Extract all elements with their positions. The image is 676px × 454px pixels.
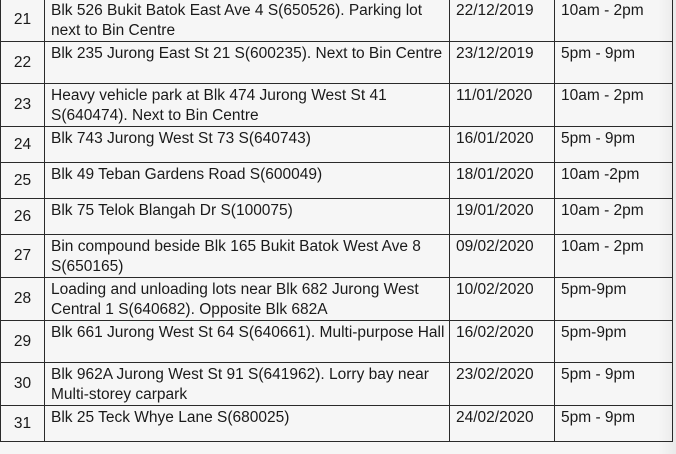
time-cell: 10am - 2pm [555, 199, 673, 235]
time-cell: 10am -2pm [555, 163, 673, 199]
location-cell: Blk 526 Bukit Batok East Ave 4 S(650526). Parking lot next to Bin Centre [45, 0, 450, 42]
date-cell: 16/02/2020 [450, 321, 555, 363]
table-row [1, 363, 673, 406]
table-row [1, 127, 673, 163]
date-cell: 23/12/2019 [450, 42, 555, 84]
row-number: 29 [1, 321, 45, 363]
date-cell: 19/01/2020 [450, 199, 555, 235]
row-number: 27 [1, 235, 45, 278]
row-number: 31 [1, 406, 45, 442]
date-cell: 09/02/2020 [450, 235, 555, 278]
location-cell: Blk 743 Jurong West St 73 S(640743) [45, 127, 450, 163]
table-row [1, 278, 673, 321]
row-number: 25 [1, 163, 45, 199]
time-cell: 5pm - 9pm [555, 42, 673, 84]
time-cell: 10am - 2pm [555, 235, 673, 278]
time-cell: 5pm - 9pm [555, 406, 673, 442]
row-number: 22 [1, 42, 45, 84]
location-cell: Blk 75 Telok Blangah Dr S(100075) [45, 199, 450, 235]
table-row [1, 42, 673, 84]
table-row [1, 199, 673, 235]
row-number: 24 [1, 127, 45, 163]
location-cell: Blk 49 Teban Gardens Road S(600049) [45, 163, 450, 199]
location-cell: Blk 235 Jurong East St 21 S(600235). Next to Bin Centre [45, 42, 450, 84]
table-row [1, 163, 673, 199]
time-cell: 5pm-9pm [555, 278, 673, 321]
date-cell: 23/02/2020 [450, 363, 555, 406]
row-number: 23 [1, 84, 45, 127]
location-cell: Blk 661 Jurong West St 64 S(640661). Multi-purpose Hall [45, 321, 450, 363]
date-cell: 24/02/2020 [450, 406, 555, 442]
date-cell: 22/12/2019 [450, 0, 555, 42]
time-cell: 10am - 2pm [555, 84, 673, 127]
time-cell: 5pm - 9pm [555, 127, 673, 163]
date-cell: 11/01/2020 [450, 84, 555, 127]
location-cell: Loading and unloading lots near Blk 682 Jurong West Central 1 S(640682). Opposite Blk 682A [45, 278, 450, 321]
row-number: 21 [1, 0, 45, 42]
table-row [1, 84, 673, 127]
table-row [1, 406, 673, 442]
location-cell: Blk 962A Jurong West St 91 S(641962). Lorry bay near Multi-storey carpark [45, 363, 450, 406]
date-cell: 18/01/2020 [450, 163, 555, 199]
location-cell: Bin compound beside Blk 165 Bukit Batok West Ave 8 S(650165) [45, 235, 450, 278]
date-cell: 16/01/2020 [450, 127, 555, 163]
row-number: 28 [1, 278, 45, 321]
location-cell: Blk 25 Teck Whye Lane S(680025) [45, 406, 450, 442]
row-number: 26 [1, 199, 45, 235]
location-cell: Heavy vehicle park at Blk 474 Jurong West St 41 S(640474). Next to Bin Centre [45, 84, 450, 127]
table-row [1, 235, 673, 278]
row-number: 30 [1, 363, 45, 406]
time-cell: 5pm - 9pm [555, 363, 673, 406]
time-cell: 10am - 2pm [555, 0, 673, 42]
time-cell: 5pm-9pm [555, 321, 673, 363]
table-row [1, 0, 673, 42]
table-row [1, 321, 673, 363]
date-cell: 10/02/2020 [450, 278, 555, 321]
